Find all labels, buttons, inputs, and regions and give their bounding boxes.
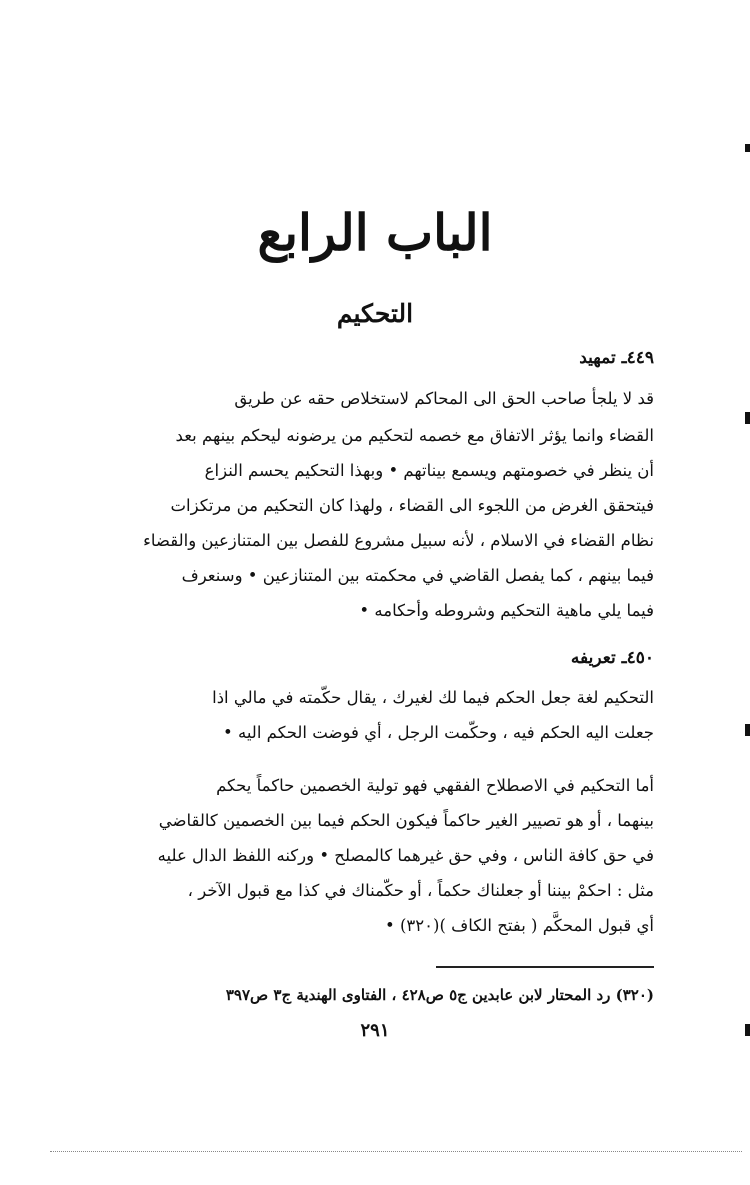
paragraph-line: في حق كافة الناس ، وفي حق غيرهما كالمصلح • وركنه اللفظ الدال عليه <box>157 846 654 865</box>
page-number: ٢٩١ <box>360 1020 390 1041</box>
paragraph-line: أما التحكيم في الاصطلاح الفقهي فهو تولية الخصمين حاكماً يحكم <box>216 776 654 795</box>
paragraph-line: جعلت اليه الحكم فيه ، وحكّمت الرجل ، أي فوضت الحكم اليه • <box>223 723 654 742</box>
section-heading-introduction: ٤٤٩ـ تمهيد <box>579 348 654 368</box>
footnote: (٣٢٠) رد المحتار لابن عابدين ج٥ ص٤٢٨ ، الفتاوى الهندية ج٣ ص٣٩٧ <box>225 986 654 1004</box>
paragraph-line: القضاء وانما يؤثر الاتفاق مع خصمه لتحكيم من يرضونه ليحكم بينهم بعد <box>175 426 654 445</box>
section-heading-definition: ٤٥٠ـ تعريفه <box>570 648 654 668</box>
paragraph-line: فيما يلي ماهية التحكيم وشروطه وأحكامه • <box>359 601 654 620</box>
scan-bottom-edge <box>50 1151 742 1152</box>
paragraph-line: نظام القضاء في الاسلام ، لأنه سبيل مشروع للفصل بين المتنازعين والقضاء <box>143 531 654 550</box>
paragraph-line: فيما بينهم ، كما يفصل القاضي في محكمته بين المتنازعين • وسنعرف <box>181 566 654 585</box>
scan-edge-mark <box>745 1024 750 1036</box>
chapter-title: الباب الرابع <box>257 203 493 262</box>
section-title: التحكيم <box>336 299 414 328</box>
paragraph-line: بينهما ، أو هو تصيير الغير حاكماً فيكون الحكم فيما بين الخصمين كالقاضي <box>158 811 654 830</box>
scan-edge-mark <box>745 412 750 424</box>
paragraph-line: مثل : احكمْ بيننا أو جعلناك حكماً ، أو حكّمناك في كذا مع قبول الآخر ، <box>187 881 654 900</box>
scan-edge-mark <box>745 724 750 736</box>
scan-edge-mark <box>745 144 750 152</box>
paragraph-line: فيتحقق الغرض من اللجوء الى القضاء ، ولهذا كان التحكيم من مرتكزات <box>170 496 654 515</box>
paragraph-line: أي قبول المحكَّم ( بفتح الكاف )(٣٢٠) • <box>385 916 654 935</box>
footnote-divider <box>436 966 654 968</box>
paragraph-line: أن ينظر في خصومتهم ويسمع بيناتهم • وبهذا التحكيم يحسم النزاع <box>204 461 654 480</box>
paragraph-line: التحكيم لغة جعل الحكم فيما لك لغيرك ، يقال حكّمته في مالي اذا <box>212 688 654 707</box>
paragraph-line: قد لا يلجأ صاحب الحق الى المحاكم لاستخلاص حقه عن طريق <box>234 389 654 408</box>
